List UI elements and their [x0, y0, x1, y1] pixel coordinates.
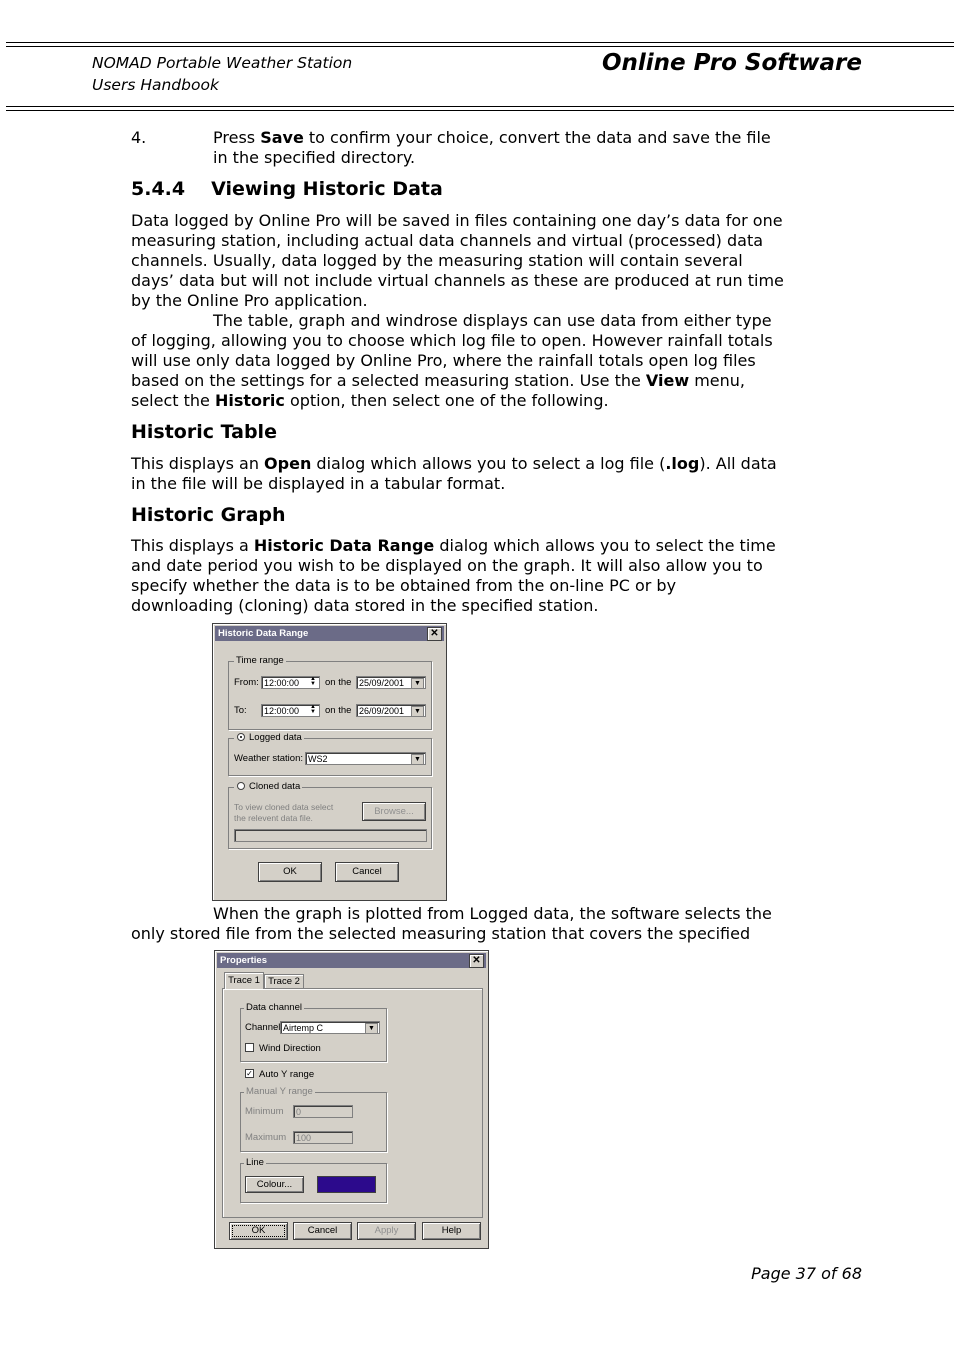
cloned-hint-line: the relevent data file. [234, 813, 313, 823]
line-label: Line [246, 1157, 264, 1168]
to-label: To: [234, 705, 247, 716]
logged-data-radio[interactable] [237, 733, 245, 741]
cloned-hint-line: To view cloned data select [234, 802, 334, 812]
header-rule-bottom-1 [6, 106, 954, 107]
auto-y-checkbox[interactable]: ✓ [246, 1069, 253, 1078]
cancel-button[interactable]: Cancel [293, 1222, 352, 1240]
minimum-input[interactable]: 0 [293, 1105, 353, 1118]
dialog-titlebar [215, 626, 444, 641]
para2-bold: Historic [214, 391, 285, 410]
apply-button[interactable]: Apply [357, 1222, 416, 1240]
header-rule-bottom-2 [6, 110, 954, 111]
ht-text: This displays an [131, 454, 265, 473]
channel-value: Airtemp C [283, 1023, 324, 1033]
browse-button[interactable]: Browse... [362, 802, 426, 821]
data-channel-group [240, 1002, 387, 1062]
header-rule-top-2 [6, 46, 954, 47]
paragraph-2 [131, 311, 821, 411]
historic-table-line [131, 454, 821, 474]
time-range-label: Time range [236, 655, 284, 666]
para2-text: option, then select one of the following. [284, 391, 609, 410]
para3-line: When the graph is plotted from Logged data, the software selects the [213, 904, 772, 923]
historic-graph-heading: Historic Graph [131, 504, 286, 526]
chevron-down-icon[interactable]: ▼ [411, 754, 424, 765]
channel-label: Channel [245, 1022, 281, 1033]
step-text-pre: Press [213, 128, 261, 147]
line-group [240, 1157, 387, 1203]
minimum-label: Minimum [245, 1106, 284, 1117]
para1-line: channels. Usually, data logged by the measuring station will contain several [131, 251, 743, 270]
dialog-title: Historic Data Range [218, 628, 309, 639]
historic-graph-line: specify whether the data is to be obtained from the on-line PC or by [131, 576, 677, 595]
manual-y-group [240, 1086, 387, 1152]
logged-data-option[interactable] [234, 732, 304, 743]
step-text [213, 128, 823, 168]
cloned-data-radio[interactable] [237, 782, 245, 790]
para1-line: by the Online Pro application. [131, 291, 368, 310]
spin-arrows-icon[interactable]: ▲ ▼ [310, 704, 316, 715]
tab-trace-2[interactable]: Trace 2 [264, 974, 304, 989]
weather-station-value: WS2 [308, 754, 328, 764]
hg-text: dialog which allows you to select the time [434, 536, 776, 555]
hg-text: This displays a [131, 536, 254, 555]
historic-graph-text [131, 536, 821, 616]
from-time-value: 12:00:00 [264, 678, 300, 688]
step-text-line2: in the specified directory. [213, 148, 416, 167]
weather-station-select[interactable] [305, 752, 426, 765]
para2-bold: View [645, 371, 690, 390]
ok-button[interactable]: OK [258, 862, 322, 882]
para2-text: menu, [689, 371, 746, 390]
para2-line [131, 391, 821, 411]
ht-bold: Open [264, 454, 312, 473]
section-number: 5.4.4 [131, 178, 186, 200]
paragraph-3 [131, 904, 821, 944]
cloned-data-option[interactable] [234, 781, 302, 792]
spin-arrows-icon[interactable]: ▲ ▼ [310, 676, 316, 687]
hg-bold: Historic Data Range [253, 536, 435, 555]
data-channel-label: Data channel [246, 1002, 302, 1013]
ht-text: ). All data [699, 454, 777, 473]
paragraph-1 [131, 211, 821, 311]
colour-button[interactable]: Colour... [245, 1176, 304, 1193]
step-text-post: to confirm your choice, convert the data and save the file [303, 128, 771, 147]
para2-text: based on the settings for a selected measuring station. Use the [131, 371, 646, 390]
historic-table-heading: Historic Table [131, 421, 277, 443]
para2-line: will use only data logged by Online Pro, where the rainfall totals open log files [131, 351, 756, 370]
help-button[interactable]: Help [422, 1222, 481, 1240]
para1-line: Data logged by Online Pro will be saved in files containing one day’s data for one [131, 211, 783, 230]
para2-line: The table, graph and windrose displays can use data from either type [213, 311, 772, 330]
dialog-titlebar [217, 953, 486, 968]
auto-y-label: Auto Y range [259, 1069, 315, 1080]
to-date-value: 26/09/2001 [359, 706, 405, 716]
weather-station-label: Weather station: [234, 753, 304, 764]
historic-graph-line: downloading (cloning) data stored in the specified station. [131, 596, 599, 615]
from-time-input[interactable] [261, 676, 320, 689]
to-time-input[interactable] [261, 704, 320, 717]
ht-bold: .log [665, 454, 700, 473]
cloned-data-group [228, 781, 432, 849]
page-number: Page 37 of 68 [751, 1264, 862, 1283]
close-icon[interactable]: ✕ [427, 627, 442, 641]
colour-swatch[interactable] [317, 1176, 376, 1193]
chevron-down-icon[interactable]: ▼ [411, 706, 424, 717]
from-label: From: [234, 677, 259, 688]
cancel-button[interactable]: Cancel [335, 862, 399, 882]
historic-table-line: in the file will be displayed in a tabular format. [131, 474, 506, 493]
to-date-select[interactable] [356, 704, 426, 717]
cloned-hint [234, 802, 333, 824]
header-title: Online Pro Software [601, 50, 862, 76]
manual-y-label: Manual Y range [246, 1086, 313, 1097]
tab-trace-1[interactable]: Trace 1 [224, 972, 264, 989]
header-line1: NOMAD Portable Weather Station [92, 54, 353, 72]
header-line2: Users Handbook [92, 76, 219, 94]
on-the-label: on the [325, 705, 352, 716]
maximum-label: Maximum [245, 1132, 287, 1143]
file-path-field [234, 829, 427, 842]
close-icon[interactable]: ✕ [469, 954, 484, 968]
wind-direction-checkbox[interactable] [245, 1043, 254, 1052]
time-range-group [228, 655, 432, 730]
para1-line: measuring station, including actual data channels and virtual (processed) data [131, 231, 764, 250]
para2-line: of logging, allowing you to choose which log file to open. However rainfall totals [131, 331, 773, 350]
header-left [92, 52, 352, 96]
to-time-value: 12:00:00 [264, 706, 300, 716]
wind-direction-label: Wind Direction [259, 1043, 321, 1054]
para2-line [131, 371, 821, 391]
on-the-label: on the [325, 677, 352, 688]
historic-table-text [131, 454, 821, 494]
properties-dialog [214, 950, 489, 1249]
dialog-title: Properties [220, 955, 267, 966]
logged-data-group [228, 732, 432, 776]
historic-graph-line: and date period you wish to be displayed on the graph. It will also allow you to [131, 556, 763, 575]
chevron-down-icon[interactable]: ▼ [411, 678, 424, 689]
step-number: 4. [131, 128, 147, 147]
historic-graph-line [131, 536, 821, 556]
step-text-bold: Save [260, 128, 304, 147]
logged-data-label: Logged data [249, 732, 302, 743]
para2-text: select the [131, 391, 215, 410]
channel-select[interactable] [280, 1021, 380, 1034]
cloned-data-label: Cloned data [249, 781, 301, 792]
ok-button[interactable]: OK [229, 1222, 288, 1240]
maximum-input[interactable]: 100 [293, 1131, 353, 1144]
tab-panel [222, 988, 483, 1218]
ht-text: dialog which allows you to select a log file ( [311, 454, 666, 473]
header-rule-top-1 [6, 42, 954, 43]
section-heading [131, 178, 443, 200]
from-date-select[interactable] [356, 676, 426, 689]
para3-line: only stored file from the selected measuring station that covers the specified [131, 924, 751, 943]
section-title: Viewing Historic Data [211, 178, 443, 200]
from-date-value: 25/09/2001 [359, 678, 405, 688]
historic-data-range-dialog [212, 623, 447, 901]
para1-line: days’ data but will not include virtual channels as these are produced at run time [131, 271, 784, 290]
chevron-down-icon[interactable]: ▼ [365, 1023, 378, 1034]
